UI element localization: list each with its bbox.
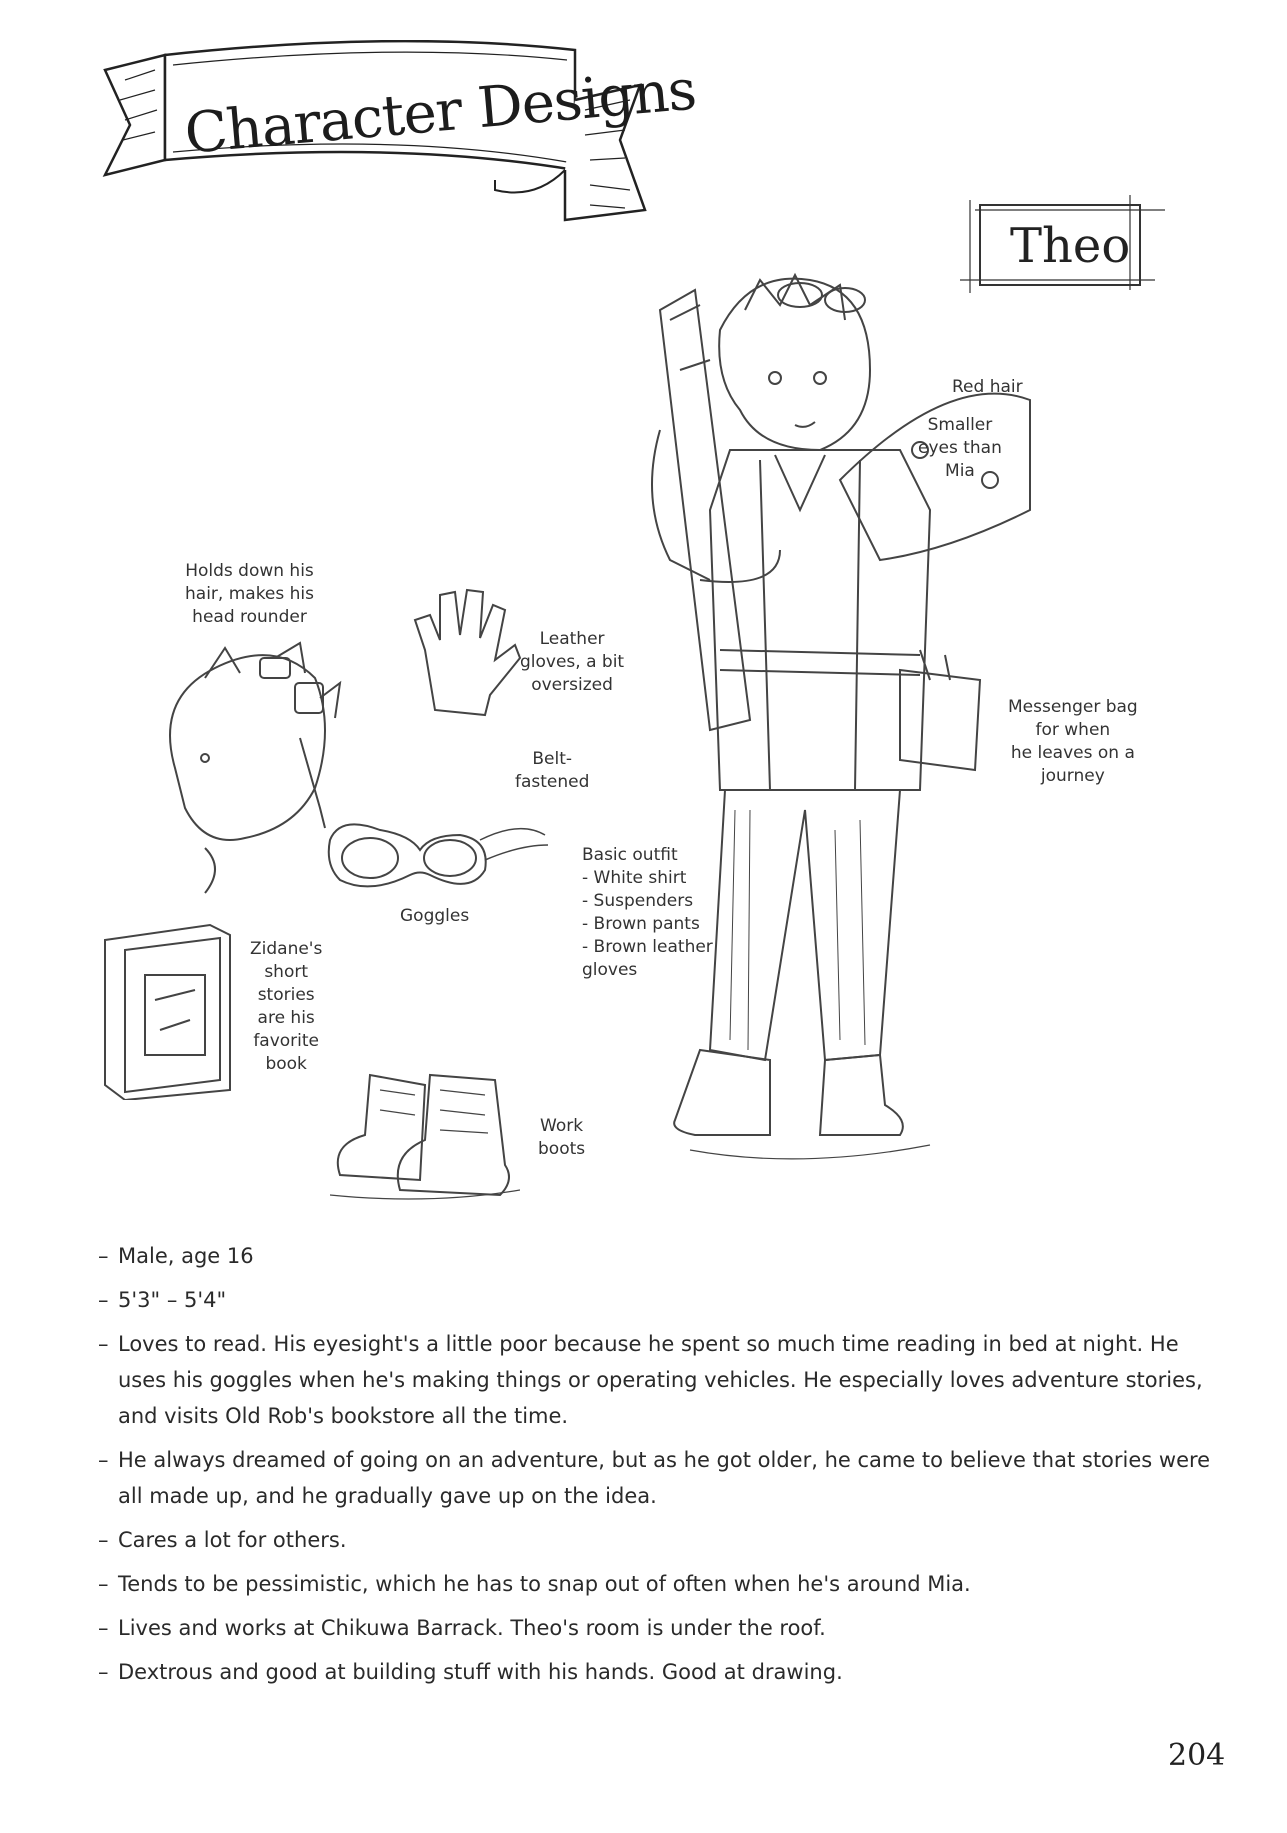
annotation-outfit: Basic outfit - White shirt - Suspenders - Brown pants - Brown leather gloves [582, 845, 713, 980]
boots-sketch [330, 1065, 520, 1205]
note-item: – He always dreamed of going on an adventure, but as he got older, he came to believe that stories were all made up, and he gradually gave up on the idea. [98, 1442, 1213, 1514]
annotation-boots: Work boots [538, 1116, 586, 1159]
note-item: – Male, age 16 [98, 1238, 1213, 1274]
note-item: – Cares a lot for others. [98, 1522, 1213, 1558]
note-item: – Loves to read. His eyesight's a little poor because he spent so much time reading in bed at night. He uses his goggles when he's making things or operating vehicles. He especially loves adventure stories, and visits Old Rob's bookstore all the time. [98, 1326, 1213, 1434]
annotation-gloves: Leather gloves, a bit oversized [520, 629, 625, 695]
book-sketch [100, 920, 240, 1100]
note-item: – 5'3" – 5'4" [98, 1282, 1213, 1318]
profile-notes [98, 1238, 1213, 1698]
annotation-holds-hair: Holds down his hair, makes his head rounder [185, 561, 315, 627]
page-number: 204 [1168, 1738, 1226, 1773]
goggles-sketch [320, 800, 550, 900]
annotation-belt: Belt- fastened [515, 749, 590, 792]
annotation-book: Zidane's short stories are his favorite book [250, 939, 323, 1074]
gloves-sketch [405, 580, 525, 720]
annotation-messenger-bag: Messenger bag for when he leaves on a journey [1008, 697, 1138, 786]
annotation-goggles: Goggles [400, 906, 470, 926]
note-item: – Lives and works at Chikuwa Barrack. Theo's room is under the roof. [98, 1610, 1213, 1646]
annotation-red-hair: Red hair [952, 377, 1023, 397]
note-item: – Dextrous and good at building stuff with his hands. Good at drawing. [98, 1654, 1213, 1690]
character-name: Theo [1010, 218, 1131, 274]
annotation-smaller-eyes: Smaller eyes than Mia [918, 415, 1002, 481]
note-item: – Tends to be pessimistic, which he has to snap out of often when he's around Mia. [98, 1566, 1213, 1602]
page-title: Character Designs [182, 57, 699, 167]
